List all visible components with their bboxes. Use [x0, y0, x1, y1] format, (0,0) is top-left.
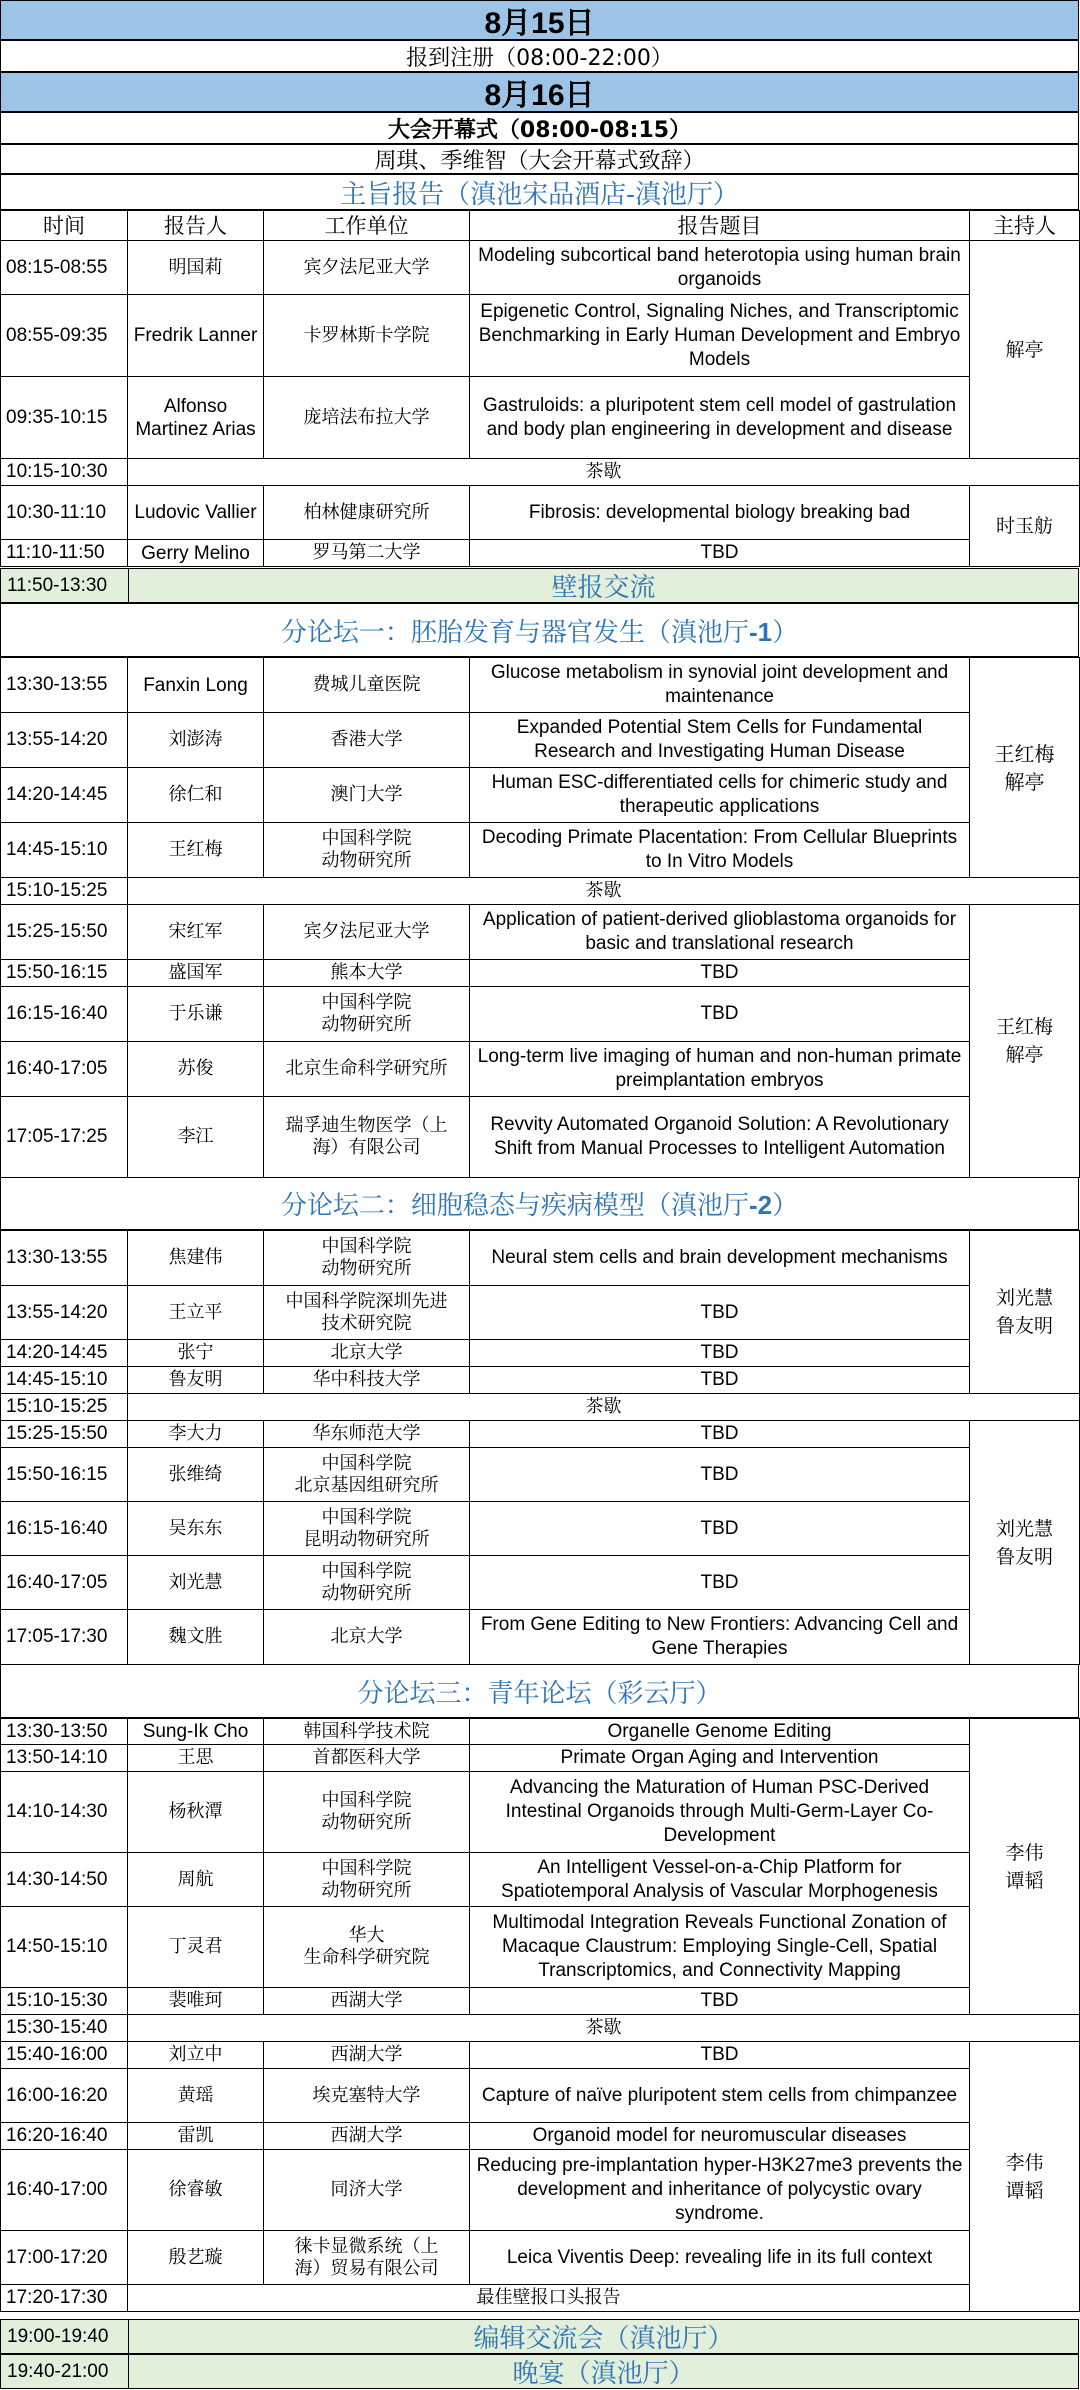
- section-title-suffix: -2: [748, 1190, 773, 1220]
- table-row: [1, 486, 1080, 540]
- forum1-table: [0, 657, 1080, 1178]
- time-cell: 14:20-14:45: [1, 768, 128, 823]
- section-title-text: 分论坛二：细胞稳态与疾病模型（滇池厅: [280, 1191, 749, 1221]
- speaker-cell: Gerry Melino: [128, 540, 264, 567]
- time-cell: 15:25-15:50: [1, 905, 128, 960]
- opening-ceremony-row: [0, 112, 1079, 144]
- table-row: [1, 658, 1080, 713]
- speaker-cell: 李大力: [128, 1421, 264, 1448]
- opening-label: 大会开幕式（08:00-08:15）: [387, 117, 692, 143]
- section-title: 分论坛三：青年论坛（彩云厅）: [357, 1678, 722, 1709]
- speaker-cell: 魏文胜: [128, 1610, 264, 1665]
- speaker-cell: 雷凯: [128, 2123, 264, 2150]
- editor-exchange-row: [0, 2319, 1079, 2354]
- host-cell: [970, 658, 1080, 878]
- org-cell: 北京大学: [264, 1340, 470, 1367]
- org-cell: 北京大学: [264, 1610, 470, 1665]
- forum2-table: [0, 1230, 1080, 1665]
- time-cell: 19:40-21:00: [7, 2360, 109, 2382]
- topic-cell: Leica Viventis Deep: revealing life in its full context: [470, 2231, 970, 2285]
- section-title: [281, 1185, 798, 1222]
- org-line: 中国科学院: [321, 1452, 412, 1474]
- table-row: [1, 1421, 1080, 1448]
- table-row: [1, 1745, 1080, 1772]
- host-name: 刘光慧: [995, 1517, 1053, 1540]
- host-name: 鲁友明: [995, 1315, 1053, 1337]
- org-cell: 澳门大学: [264, 768, 470, 823]
- topic-cell: TBD: [470, 987, 970, 1042]
- host-name: 王红梅: [995, 1016, 1053, 1038]
- topic-cell: Decoding Primate Placentation: From Cellular Blueprints to In Vitro Models: [470, 823, 970, 878]
- topic-cell: TBD: [470, 1367, 970, 1394]
- org-cell: 卡罗林斯卡学院: [264, 295, 470, 377]
- time-cell: 16:15-16:40: [1, 987, 128, 1042]
- org-line: 动物研究所: [321, 1879, 412, 1901]
- org-line: 中国科学院深圳先进: [285, 1290, 448, 1312]
- org-cell: [264, 2231, 470, 2285]
- host-name: 李伟: [1005, 1841, 1044, 1864]
- host-name: 解亭: [1004, 769, 1045, 794]
- speaker-cell: 刘光慧: [128, 1556, 264, 1610]
- poster-session-row: [0, 568, 1079, 603]
- section-title-forum2: [0, 1177, 1079, 1230]
- org-cell: [264, 1907, 470, 1988]
- topic-cell: TBD: [470, 1988, 970, 2015]
- tea-break-label: 茶歇: [128, 2015, 1080, 2042]
- speaker-cell: 王立平: [128, 1286, 264, 1340]
- time-cell: 14:30-14:50: [1, 1853, 128, 1907]
- table-row: [1, 713, 1080, 768]
- org-line: 海）有限公司: [312, 1137, 421, 1158]
- topic-cell: TBD: [470, 960, 970, 987]
- tea-break-label: 茶歇: [128, 1394, 1080, 1421]
- time-cell: 14:10-14:30: [1, 1772, 128, 1853]
- speaker-cell: 张维绮: [128, 1448, 264, 1502]
- section-title-bracket: ）: [772, 1191, 799, 1221]
- keynote-table: [0, 210, 1080, 567]
- org-cell: 华东师范大学: [264, 1421, 470, 1448]
- time-cell: 17:05-17:25: [1, 1097, 128, 1178]
- org-line: 中国科学院: [321, 1506, 412, 1528]
- speaker-cell: 焦建伟: [128, 1231, 264, 1286]
- time-cell: 11:50-13:30: [7, 574, 108, 596]
- forum3-table: [0, 1718, 1080, 2312]
- section-title-keynote: [0, 174, 1079, 210]
- tea-break-row: [1, 1394, 1080, 1421]
- speaker-cell: 丁灵君: [128, 1907, 264, 1988]
- org-cell: [264, 1097, 470, 1178]
- time-cell: 15:10-15:30: [1, 1988, 128, 2015]
- tea-break-row: [1, 459, 1080, 486]
- org-line: 动物研究所: [321, 1014, 412, 1035]
- section-title: [281, 612, 798, 649]
- table-row: [1, 1853, 1080, 1907]
- time-cell: 16:20-16:40: [1, 2123, 128, 2150]
- org-line: 生命科学研究院: [303, 1947, 430, 1968]
- table-row: [1, 960, 1080, 987]
- table-row: [1, 1042, 1080, 1097]
- org-line: 中国科学院: [321, 1236, 412, 1257]
- table-row: [1, 768, 1080, 823]
- table-row: [1, 295, 1080, 377]
- org-cell: [264, 1502, 470, 1556]
- table-row: [1, 377, 1080, 459]
- section-title-text: 分论坛一：胚胎发育与器官发生（滇池厅: [280, 617, 749, 648]
- topic-cell: TBD: [470, 2042, 970, 2069]
- time-cell: 13:30-13:55: [1, 658, 128, 713]
- topic-cell: Primate Organ Aging and Intervention: [470, 1745, 970, 1772]
- host-name: 谭韬: [1005, 1869, 1044, 1892]
- host-name: 解亭: [1005, 1044, 1044, 1066]
- speaker-cell: 周航: [128, 1853, 264, 1907]
- speaker-cell: 王思: [128, 1745, 264, 1772]
- org-cell: [264, 1286, 470, 1340]
- table-row: [1, 2150, 1080, 2231]
- table-row: [1, 987, 1080, 1042]
- org-line: 中国科学院: [321, 828, 412, 849]
- org-cell: 西湖大学: [264, 2123, 470, 2150]
- topic-cell: Organelle Genome Editing: [470, 1719, 970, 1745]
- time-cell: 16:40-17:00: [1, 2150, 128, 2231]
- speaker-cell: 盛国军: [128, 960, 264, 987]
- header-time: 时间: [1, 211, 128, 241]
- topic-cell: TBD: [470, 1421, 970, 1448]
- speaker-cell: 刘澎涛: [128, 713, 264, 768]
- host-cell: [970, 1719, 1080, 2015]
- time-cell: 19:00-19:40: [7, 2325, 109, 2347]
- org-cell: [264, 1556, 470, 1610]
- speaker-cell: 刘立中: [128, 2042, 264, 2069]
- org-line: 昆明动物研究所: [303, 1528, 430, 1550]
- time-cell: 16:40-17:05: [1, 1042, 128, 1097]
- host-cell: [970, 1421, 1080, 1665]
- host-name: 王红梅: [994, 741, 1055, 766]
- table-row: [1, 1367, 1080, 1394]
- table-row: [1, 1097, 1080, 1178]
- speaker-cell: Sung-Ik Cho: [128, 1719, 264, 1745]
- org-cell: 西湖大学: [264, 1988, 470, 2015]
- org-cell: [264, 1853, 470, 1907]
- time-cell: 14:50-15:10: [1, 1907, 128, 1988]
- table-row: [1, 1448, 1080, 1502]
- tea-break-row: [1, 878, 1080, 905]
- topic-cell: Advancing the Maturation of Human PSC-Derived Intestinal Organoids through Multi-Germ-Layer Co-Development: [470, 1772, 970, 1853]
- org-line: 中国科学院: [321, 1790, 412, 1811]
- time-cell: 15:30-15:40: [1, 2015, 128, 2042]
- time-cell: 14:20-14:45: [1, 1340, 128, 1367]
- section-title-suffix: -1: [748, 616, 773, 647]
- time-cell: 15:10-15:25: [1, 1394, 128, 1421]
- table-row: [1, 1286, 1080, 1340]
- speaker-cell: Ludovic Vallier: [128, 486, 264, 540]
- org-line: 瑞孚迪生物医学（上: [285, 1115, 448, 1136]
- speaker-cell: 王红梅: [128, 823, 264, 878]
- speaker-cell: Fredrik Lanner: [128, 295, 264, 377]
- header-host: 主持人: [970, 211, 1080, 241]
- org-line: 华大: [348, 1925, 385, 1946]
- host-cell: [970, 1231, 1080, 1394]
- speaker-cell: 苏俊: [128, 1042, 264, 1097]
- section-title: 主旨报告（滇池宋品酒店-滇池厅）: [340, 179, 739, 210]
- time-cell: 17:00-17:20: [1, 2231, 128, 2285]
- time-cell: 10:15-10:30: [1, 459, 128, 486]
- time-cell: 14:45-15:10: [1, 1367, 128, 1394]
- table-row: [1, 1988, 1080, 2015]
- host-name: 鲁友明: [995, 1545, 1053, 1568]
- time-cell: 16:15-16:40: [1, 1502, 128, 1556]
- editor-exchange-label: 编辑交流会（滇池厅）: [128, 2320, 1078, 2353]
- org-line: 中国科学院: [321, 1857, 412, 1879]
- topic-cell: Epigenetic Control, Signaling Niches, and Transcriptomic Benchmarking in Early Human Development and Embryo Models: [470, 295, 970, 377]
- date-label: 8月15日: [484, 7, 595, 40]
- speaker-cell: Fanxin Long: [128, 658, 264, 713]
- time-cell: 14:45-15:10: [1, 823, 128, 878]
- org-line: 中国科学院: [321, 992, 412, 1013]
- speaker-cell: 徐仁和: [128, 768, 264, 823]
- time-cell: 16:00-16:20: [1, 2069, 128, 2123]
- host-cell: 时玉舫: [970, 486, 1080, 567]
- time-cell: 15:50-16:15: [1, 960, 128, 987]
- date-header-day1: [0, 0, 1079, 40]
- topic-cell: Gastruloids: a pluripotent stem cell model of gastrulation and body plan engineering in development and disease: [470, 377, 970, 459]
- org-cell: 庞培法布拉大学: [264, 377, 470, 459]
- table-row: [1, 1340, 1080, 1367]
- host-name: 刘光慧: [995, 1287, 1053, 1309]
- topic-cell: Revvity Automated Organoid Solution: A Revolutionary Shift from Manual Processes to Intelligent Automation: [470, 1097, 970, 1178]
- table-row: [1, 2123, 1080, 2150]
- registration-label: 报到注册（08:00-22:00）: [406, 45, 673, 71]
- org-line: 动物研究所: [321, 850, 412, 871]
- host-cell: [970, 2042, 1080, 2312]
- time-cell: 15:10-15:25: [1, 878, 128, 905]
- opening-speakers: 周琪、季维智（大会开幕式致辞）: [374, 148, 705, 174]
- tea-break-label: 茶歇: [128, 459, 1080, 486]
- table-row: [1, 1907, 1080, 1988]
- opening-speakers-row: [0, 144, 1079, 174]
- speaker-cell: 鲁友明: [128, 1367, 264, 1394]
- org-cell: [264, 1448, 470, 1502]
- time-cell: 17:20-17:30: [1, 2285, 128, 2312]
- topic-cell: Multimodal Integration Reveals Functional Zonation of Macaque Claustrum: Employing Single-Cell, Spatial Transcriptomics, and Connectivity Mapping: [470, 1907, 970, 1988]
- time-cell: 13:55-14:20: [1, 1286, 128, 1340]
- org-line: 动物研究所: [321, 1582, 412, 1604]
- best-poster-talk-label: 最佳壁报口头报告: [128, 2285, 970, 2312]
- org-cell: 柏林健康研究所: [264, 486, 470, 540]
- speaker-cell: 张宁: [128, 1340, 264, 1367]
- table-row: [1, 2042, 1080, 2069]
- org-cell: 华中科技大学: [264, 1367, 470, 1394]
- section-title-forum1: [0, 603, 1079, 657]
- time-cell: 16:40-17:05: [1, 1556, 128, 1610]
- topic-cell: TBD: [470, 1502, 970, 1556]
- topic-cell: Application of patient-derived glioblastoma organoids for basic and translational research: [470, 905, 970, 960]
- topic-cell: Reducing pre-implantation hyper-H3K27me3 prevents the development and inheritance of polycystic ovary syndrome.: [470, 2150, 970, 2231]
- org-line: 技术研究院: [321, 1312, 412, 1334]
- topic-cell: Organoid model for neuromuscular diseases: [470, 2123, 970, 2150]
- topic-cell: Human ESC-differentiated cells for chimeric study and therapeutic applications: [470, 768, 970, 823]
- time-cell: 08:15-08:55: [1, 241, 128, 295]
- time-cell: 09:35-10:15: [1, 377, 128, 459]
- registration-row: [0, 40, 1079, 72]
- topic-cell: Expanded Potential Stem Cells for Fundamental Research and Investigating Human Disease: [470, 713, 970, 768]
- time-cell: 15:25-15:50: [1, 1421, 128, 1448]
- table-row: [1, 241, 1080, 295]
- org-cell: 熊本大学: [264, 960, 470, 987]
- table-row: [1, 540, 1080, 567]
- tea-break-label: 茶歇: [128, 878, 1080, 905]
- header-speaker: 报告人: [128, 211, 264, 241]
- topic-cell: From Gene Editing to New Frontiers: Advancing Cell and Gene Therapies: [470, 1610, 970, 1665]
- time-cell: 13:55-14:20: [1, 713, 128, 768]
- org-line: 动物研究所: [321, 1258, 412, 1279]
- org-cell: 罗马第二大学: [264, 540, 470, 567]
- time-cell: 11:10-11:50: [1, 540, 128, 567]
- table-row: [1, 1772, 1080, 1853]
- time-cell: 13:30-13:50: [1, 1719, 128, 1745]
- table-row: [1, 2069, 1080, 2123]
- section-title-forum3: [0, 1664, 1079, 1718]
- speaker-cell: Alfonso Martinez Arias: [128, 377, 264, 459]
- topic-cell: TBD: [470, 1286, 970, 1340]
- org-cell: 宾夕法尼亚大学: [264, 241, 470, 295]
- table-row: [1, 823, 1080, 878]
- time-cell: 17:05-17:30: [1, 1610, 128, 1665]
- org-cell: [264, 823, 470, 878]
- speaker-cell: 裴唯珂: [128, 1988, 264, 2015]
- org-line: 北京基因组研究所: [294, 1474, 439, 1496]
- org-cell: 同济大学: [264, 2150, 470, 2231]
- time-cell: 08:55-09:35: [1, 295, 128, 377]
- speaker-cell: 杨秋潭: [128, 1772, 264, 1853]
- section-title-bracket: ）: [772, 617, 799, 648]
- dinner-row: [0, 2354, 1079, 2389]
- table-row: [1, 905, 1080, 960]
- time-cell: 15:50-16:15: [1, 1448, 128, 1502]
- speaker-cell: 吴东东: [128, 1502, 264, 1556]
- table-row: [1, 1502, 1080, 1556]
- time-cell: 13:50-14:10: [1, 1745, 128, 1772]
- header-org: 工作单位: [264, 211, 470, 241]
- table-row: [1, 1231, 1080, 1286]
- org-cell: 费城儿童医院: [264, 658, 470, 713]
- table-row: [1, 1719, 1080, 1745]
- table-header-row: [1, 211, 1080, 241]
- date-header-day2: [0, 72, 1079, 112]
- tea-break-row: [1, 2285, 1080, 2312]
- time-cell: 15:40-16:00: [1, 2042, 128, 2069]
- host-name: 李伟: [1005, 2151, 1044, 2174]
- org-cell: 香港大学: [264, 713, 470, 768]
- topic-cell: Glucose metabolism in synovial joint development and maintenance: [470, 658, 970, 713]
- speaker-cell: 宋红军: [128, 905, 264, 960]
- org-cell: [264, 1231, 470, 1286]
- org-cell: 首都医科大学: [264, 1745, 470, 1772]
- speaker-cell: 徐睿敏: [128, 2150, 264, 2231]
- table-row: [1, 1610, 1080, 1665]
- org-cell: 埃克塞特大学: [264, 2069, 470, 2123]
- table-row: [1, 2231, 1080, 2285]
- table-row: [1, 1556, 1080, 1610]
- org-line: 动物研究所: [321, 1812, 412, 1833]
- topic-cell: Modeling subcortical band heterotopia using human brain organoids: [470, 241, 970, 295]
- topic-cell: TBD: [470, 1556, 970, 1610]
- org-line: 中国科学院: [321, 1560, 412, 1582]
- speaker-cell: 李江: [128, 1097, 264, 1178]
- org-cell: 西湖大学: [264, 2042, 470, 2069]
- org-cell: [264, 1772, 470, 1853]
- topic-cell: Long-term live imaging of human and non-human primate preimplantation embryos: [470, 1042, 970, 1097]
- time-cell: 10:30-11:10: [1, 486, 128, 540]
- speaker-cell: 黄瑶: [128, 2069, 264, 2123]
- speaker-cell: 于乐谦: [128, 987, 264, 1042]
- org-cell: 北京生命科学研究所: [264, 1042, 470, 1097]
- org-cell: [264, 987, 470, 1042]
- org-line: 海）贸易有限公司: [294, 2257, 439, 2279]
- speaker-cell: 明国莉: [128, 241, 264, 295]
- topic-cell: TBD: [470, 540, 970, 567]
- tea-break-row: [1, 2015, 1080, 2042]
- dinner-label: 晚宴（滇池厅）: [128, 2355, 1078, 2388]
- time-cell: 13:30-13:55: [1, 1231, 128, 1286]
- topic-cell: Neural stem cells and brain development mechanisms: [470, 1231, 970, 1286]
- org-cell: 韩国科学技术院: [264, 1719, 470, 1745]
- speaker-cell: 殷艺璇: [128, 2231, 264, 2285]
- org-line: 徕卡显微系统（上: [294, 2235, 439, 2257]
- topic-cell: An Intelligent Vessel-on-a-Chip Platform for Spatiotemporal Analysis of Vascular Morphogenesis: [470, 1853, 970, 1907]
- host-cell: 解亭: [970, 241, 1080, 459]
- host-cell: [970, 905, 1080, 1178]
- topic-cell: TBD: [470, 1448, 970, 1502]
- topic-cell: TBD: [470, 1340, 970, 1367]
- poster-session-label: 壁报交流: [128, 569, 1078, 602]
- date-label: 8月16日: [484, 79, 595, 112]
- host-name: 谭韬: [1005, 2179, 1044, 2202]
- topic-cell: Capture of naïve pluripotent stem cells from chimpanzee: [470, 2069, 970, 2123]
- org-cell: 宾夕法尼亚大学: [264, 905, 470, 960]
- topic-cell: Fibrosis: developmental biology breaking bad: [470, 486, 970, 540]
- header-topic: 报告题目: [470, 211, 970, 241]
